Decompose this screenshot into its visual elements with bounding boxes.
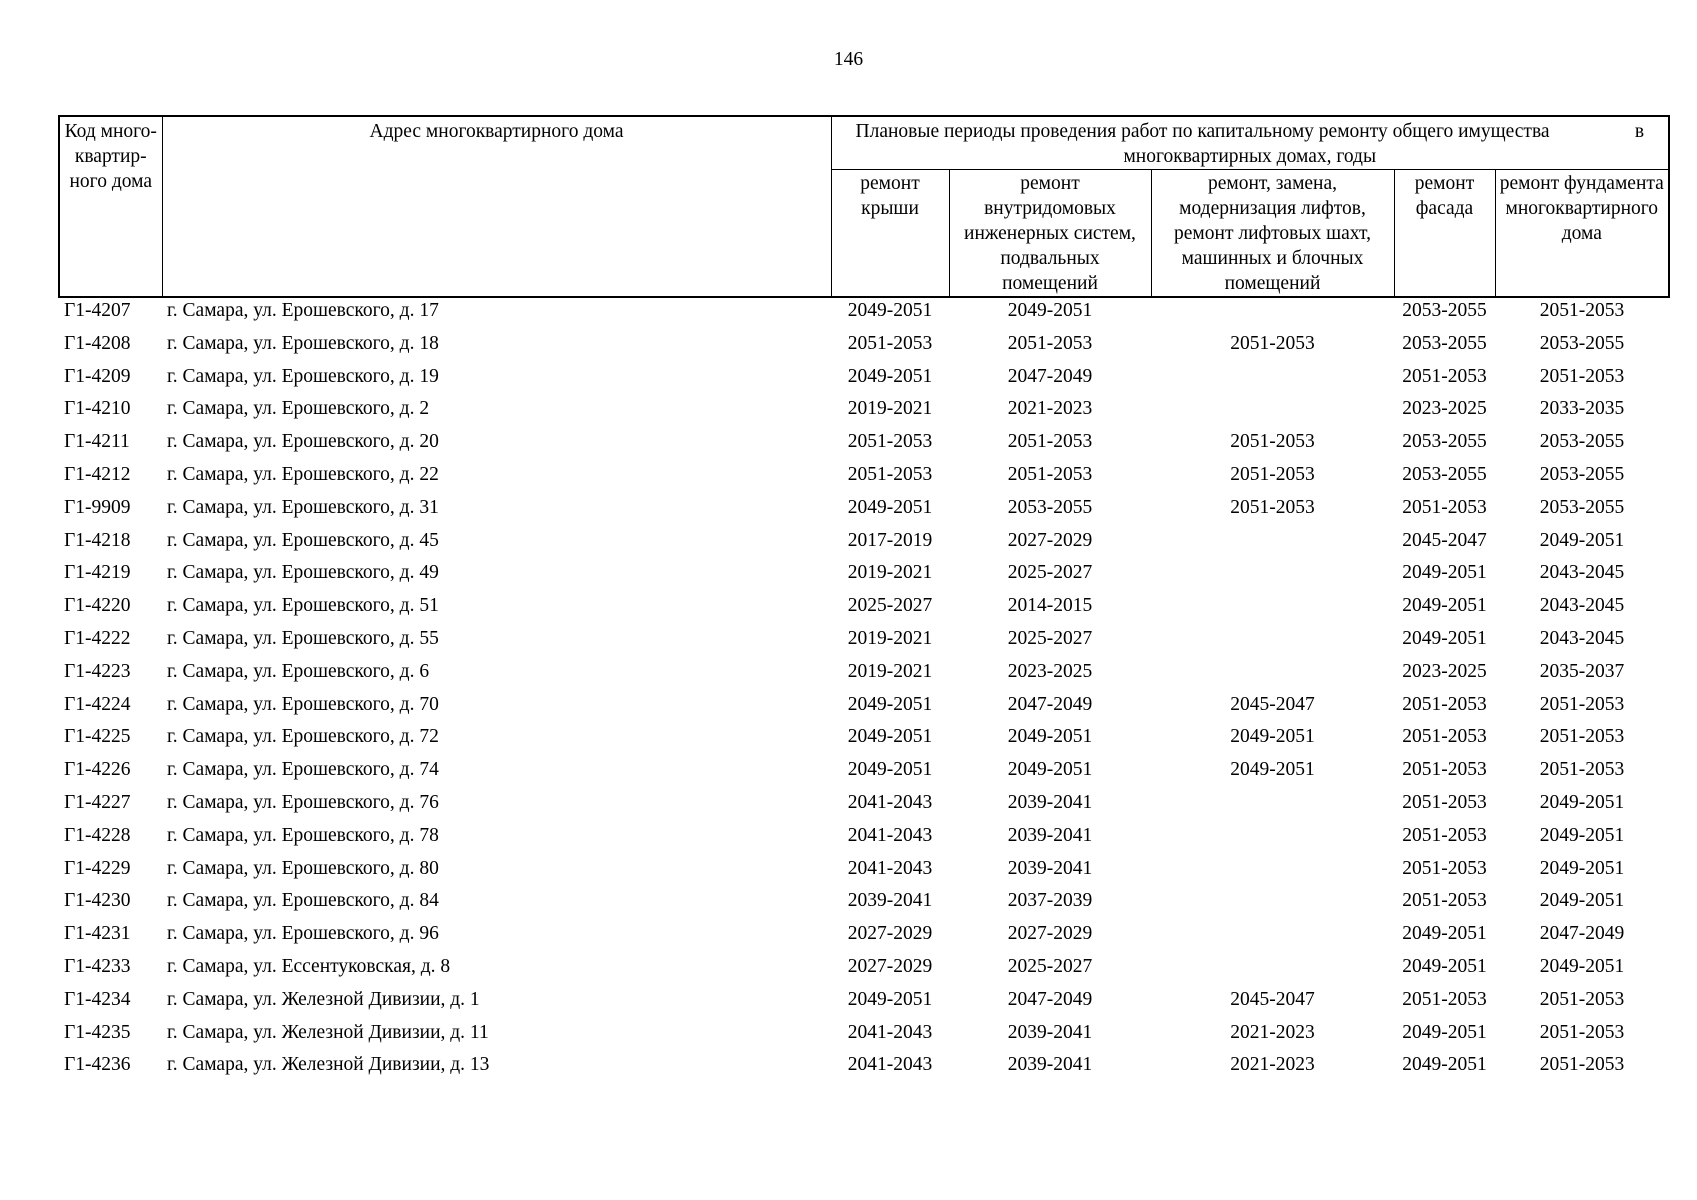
engineering-period: 2053-2055	[1007, 496, 1093, 518]
house-code: Г1-4220	[64, 595, 131, 617]
engineering-period: 2021-2023	[1007, 398, 1093, 420]
elevator-period: 2045-2047	[1230, 693, 1315, 715]
foundation-period: 2043-2045	[1539, 627, 1625, 649]
facade-period: 2023-2025	[1402, 398, 1487, 420]
facade-period: 2053-2055	[1402, 300, 1487, 321]
table-row	[59, 429, 1669, 462]
facade-period: 2049-2051	[1402, 1054, 1487, 1076]
header-address	[162, 116, 831, 297]
house-address: г. Самара, ул. Ерошевского, д. 78	[167, 824, 439, 846]
table-row	[59, 396, 1669, 429]
house-address: г. Самара, ул. Ерошевского, д. 18	[167, 332, 439, 354]
roof-period: 2049-2051	[847, 300, 933, 321]
engineering-period: 2047-2049	[1007, 988, 1093, 1010]
elevator-period: 2021-2023	[1230, 1021, 1315, 1043]
roof-period: 2019-2021	[847, 627, 933, 649]
engineering-period: 2023-2025	[1007, 660, 1093, 682]
engineering-period: 2014-2015	[1007, 595, 1093, 617]
foundation-period: 2043-2045	[1539, 562, 1625, 584]
engineering-period: 2039-2041	[1007, 1054, 1093, 1076]
elevator-period	[1151, 396, 1394, 429]
house-address: г. Самара, ул. Ессентуковская, д. 8	[167, 955, 451, 977]
header-foundation-line: ремонт фундамента	[1499, 173, 1664, 194]
house-code: Г1-4227	[64, 791, 131, 813]
elevator-period	[1151, 888, 1394, 921]
roof-period: 2027-2029	[847, 955, 933, 977]
facade-period: 2051-2053	[1402, 726, 1487, 748]
facade-period: 2051-2053	[1402, 759, 1487, 781]
engineering-period: 2047-2049	[1007, 693, 1093, 715]
house-address: г. Самара, ул. Железной Дивизии, д. 1	[167, 988, 480, 1010]
roof-period: 2019-2021	[847, 562, 933, 584]
elevator-period	[1151, 364, 1394, 397]
table-row	[59, 560, 1669, 593]
foundation-period: 2053-2055	[1539, 332, 1625, 354]
house-address: г. Самара, ул. Ерошевского, д. 74	[167, 759, 439, 781]
elevator-period	[1151, 626, 1394, 659]
table-body	[59, 297, 1669, 1085]
house-code: Г1-4226	[64, 759, 131, 781]
roof-period: 2027-2029	[847, 923, 933, 945]
header-elevators-line: помещений	[1224, 273, 1321, 294]
foundation-period: 2047-2049	[1539, 923, 1625, 945]
table-row	[59, 495, 1669, 528]
house-code: Г1-9909	[64, 496, 131, 518]
engineering-period: 2039-2041	[1007, 1021, 1093, 1043]
foundation-period: 2051-2053	[1539, 1021, 1625, 1043]
engineering-period: 2047-2049	[1007, 365, 1093, 387]
header-facade-line: фасада	[1415, 198, 1474, 219]
foundation-period: 2049-2051	[1539, 529, 1625, 551]
house-code: Г1-4234	[64, 988, 131, 1010]
elevator-period	[1151, 593, 1394, 626]
capital-repair-table	[58, 115, 1670, 1085]
elevator-period	[1151, 659, 1394, 692]
roof-period: 2017-2019	[847, 529, 933, 551]
elevator-period: 2051-2053	[1230, 463, 1315, 485]
roof-period: 2041-2043	[847, 1054, 933, 1076]
table-row	[59, 888, 1669, 921]
elevator-period: 2045-2047	[1230, 988, 1315, 1010]
facade-period: 2051-2053	[1402, 857, 1487, 879]
header-elevators	[1151, 170, 1394, 298]
facade-period: 2045-2047	[1402, 529, 1487, 551]
facade-period: 2051-2053	[1402, 791, 1487, 813]
house-code: Г1-4222	[64, 627, 131, 649]
house-code: Г1-4225	[64, 726, 131, 748]
header-elevators-line: ремонт, замена,	[1207, 173, 1338, 194]
house-code: Г1-4223	[64, 660, 131, 682]
table-row	[59, 724, 1669, 757]
engineering-period: 2051-2053	[1007, 332, 1093, 354]
facade-period: 2049-2051	[1402, 595, 1487, 617]
header-engineering-line: инженерных систем,	[964, 223, 1136, 244]
foundation-period: 2043-2045	[1539, 595, 1625, 617]
roof-period: 2051-2053	[847, 431, 933, 453]
table-row	[59, 757, 1669, 790]
house-code: Г1-4211	[64, 431, 130, 453]
facade-period: 2049-2051	[1402, 1021, 1487, 1043]
header-periods	[831, 116, 1669, 170]
facade-period: 2051-2053	[1402, 890, 1487, 912]
house-code: Г1-4209	[64, 365, 131, 387]
table-row	[59, 823, 1669, 856]
house-address: г. Самара, ул. Ерошевского, д. 31	[167, 496, 439, 518]
roof-period: 2019-2021	[847, 398, 933, 420]
foundation-period: 2051-2053	[1539, 988, 1625, 1010]
elevator-period	[1151, 823, 1394, 856]
facade-period: 2051-2053	[1402, 496, 1487, 518]
house-address: г. Самара, ул. Ерошевского, д. 2	[167, 398, 430, 420]
table-row	[59, 528, 1669, 561]
roof-period: 2025-2027	[847, 595, 933, 617]
header-elevators-line: ремонт лифтовых шахт,	[1174, 223, 1371, 244]
facade-period: 2049-2051	[1402, 955, 1487, 977]
house-address: г. Самара, ул. Ерошевского, д. 72	[167, 726, 439, 748]
engineering-period: 2027-2029	[1007, 529, 1093, 551]
house-address: г. Самара, ул. Ерошевского, д. 45	[167, 529, 439, 551]
roof-period: 2049-2051	[847, 365, 933, 387]
house-code: Г1-4229	[64, 857, 131, 879]
header-engineering-line: ремонт	[1020, 173, 1080, 194]
facade-period: 2051-2053	[1402, 365, 1487, 387]
table-row	[59, 692, 1669, 725]
facade-period: 2049-2051	[1402, 627, 1487, 649]
table-row	[59, 856, 1669, 889]
header-engineering	[949, 170, 1151, 298]
house-code: Г1-4224	[64, 693, 131, 715]
header-engineering-line: помещений	[1002, 273, 1098, 294]
roof-period: 2049-2051	[847, 496, 933, 518]
header-code-line: ного дома	[69, 171, 152, 192]
foundation-period: 2033-2035	[1539, 398, 1625, 420]
header-engineering-line: внутридомовых	[984, 198, 1116, 219]
table-row	[59, 921, 1669, 954]
foundation-period: 2051-2053	[1539, 300, 1625, 321]
house-address: г. Самара, ул. Ерошевского, д. 96	[167, 923, 439, 945]
header-address-label: Адрес многоквартирного дома	[369, 121, 624, 142]
table-row	[59, 364, 1669, 397]
house-code: Г1-4218	[64, 529, 131, 551]
engineering-period: 2025-2027	[1007, 627, 1093, 649]
house-address: г. Самара, ул. Ерошевского, д. 55	[167, 627, 439, 649]
engineering-period: 2037-2039	[1007, 890, 1093, 912]
house-address: г. Самара, ул. Ерошевского, д. 76	[167, 791, 439, 813]
house-code: Г1-4207	[64, 300, 131, 321]
header-periods-line2: многоквартирных домах, годы	[1123, 146, 1377, 167]
house-address: г. Самара, ул. Ерошевского, д. 70	[167, 693, 439, 715]
house-code: Г1-4236	[64, 1054, 131, 1076]
table-row	[59, 1020, 1669, 1053]
roof-period: 2049-2051	[847, 693, 933, 715]
facade-period: 2049-2051	[1402, 562, 1487, 584]
engineering-period: 2049-2051	[1007, 726, 1093, 748]
header-elevators-line: модернизация лифтов,	[1179, 198, 1366, 219]
engineering-period: 2025-2027	[1007, 955, 1093, 977]
table-row	[59, 659, 1669, 692]
elevator-period: 2049-2051	[1230, 759, 1315, 781]
header-code-line: Код много-	[64, 121, 157, 142]
foundation-period: 2049-2051	[1539, 955, 1625, 977]
page-number: 146	[833, 49, 864, 70]
house-address: г. Самара, ул. Ерошевского, д. 19	[167, 365, 439, 387]
roof-period: 2051-2053	[847, 463, 933, 485]
roof-period: 2049-2051	[847, 759, 933, 781]
elevator-period	[1151, 921, 1394, 954]
table-row	[59, 626, 1669, 659]
foundation-period: 2051-2053	[1539, 759, 1625, 781]
roof-period: 2051-2053	[847, 332, 933, 354]
foundation-period: 2051-2053	[1539, 1054, 1625, 1076]
house-address: г. Самара, ул. Ерошевского, д. 17	[167, 300, 439, 321]
engineering-period: 2027-2029	[1007, 923, 1093, 945]
foundation-period: 2049-2051	[1539, 791, 1625, 813]
elevator-period	[1151, 954, 1394, 987]
house-code: Г1-4235	[64, 1021, 131, 1043]
header-periods-text: Плановые периоды проведения работ по капитальному ремонту общего имущества	[855, 121, 1550, 142]
header-periods-end: в	[1634, 121, 1645, 142]
facade-period: 2023-2025	[1402, 660, 1487, 682]
elevator-period: 2051-2053	[1230, 431, 1315, 453]
house-code: Г1-4231	[64, 923, 131, 945]
foundation-period: 2053-2055	[1539, 496, 1625, 518]
header-facade	[1394, 170, 1495, 298]
roof-period: 2019-2021	[847, 660, 933, 682]
roof-period: 2041-2043	[847, 857, 933, 879]
table-row	[59, 790, 1669, 823]
house-code: Г1-4233	[64, 955, 131, 977]
elevator-period: 2051-2053	[1230, 332, 1315, 354]
house-code: Г1-4208	[64, 332, 131, 354]
header-foundation-line: многоквартирного	[1505, 198, 1659, 219]
house-address: г. Самара, ул. Ерошевского, д. 6	[167, 660, 430, 682]
engineering-period: 2039-2041	[1007, 824, 1093, 846]
house-address: г. Самара, ул. Ерошевского, д. 20	[167, 431, 439, 453]
foundation-period: 2053-2055	[1539, 463, 1625, 485]
house-code: Г1-4219	[64, 562, 131, 584]
roof-period: 2049-2051	[847, 726, 933, 748]
roof-period: 2041-2043	[847, 791, 933, 813]
facade-period: 2053-2055	[1402, 332, 1487, 354]
engineering-period: 2039-2041	[1007, 857, 1093, 879]
table-row	[59, 1052, 1669, 1085]
engineering-period: 2049-2051	[1007, 300, 1093, 321]
foundation-period: 2035-2037	[1539, 660, 1625, 682]
elevator-period: 2021-2023	[1230, 1054, 1315, 1076]
table-row	[59, 462, 1669, 495]
engineering-period: 2051-2053	[1007, 431, 1093, 453]
house-code: Г1-4228	[64, 824, 131, 846]
header-roof	[831, 170, 949, 298]
table-row	[59, 593, 1669, 626]
facade-period: 2053-2055	[1402, 463, 1487, 485]
elevator-period	[1151, 297, 1394, 331]
house-code: Г1-4210	[64, 398, 131, 420]
foundation-period: 2049-2051	[1539, 890, 1625, 912]
facade-period: 2053-2055	[1402, 431, 1487, 453]
header-row-top	[59, 116, 1669, 170]
foundation-period: 2051-2053	[1539, 365, 1625, 387]
elevator-period	[1151, 790, 1394, 823]
house-address: г. Самара, ул. Ерошевского, д. 51	[167, 595, 439, 617]
header-code	[59, 116, 162, 297]
header-roof-line: ремонт	[860, 173, 920, 194]
elevator-period	[1151, 560, 1394, 593]
elevator-period	[1151, 856, 1394, 889]
house-address: г. Самара, ул. Ерошевского, д. 84	[167, 890, 439, 912]
house-address: г. Самара, ул. Железной Дивизии, д. 13	[167, 1054, 490, 1076]
header-engineering-line: подвальных	[1000, 248, 1100, 269]
foundation-period: 2049-2051	[1539, 824, 1625, 846]
facade-period: 2051-2053	[1402, 824, 1487, 846]
header-elevators-line: машинных и блочных	[1181, 248, 1364, 269]
roof-period: 2039-2041	[847, 890, 933, 912]
elevator-period	[1151, 528, 1394, 561]
header-foundation	[1495, 170, 1669, 298]
header-roof-line: крыши	[861, 198, 919, 219]
elevator-period: 2049-2051	[1230, 726, 1315, 748]
header-foundation-line: дома	[1561, 223, 1602, 244]
foundation-period: 2051-2053	[1539, 693, 1625, 715]
house-address: г. Самара, ул. Железной Дивизии, д. 11	[167, 1021, 489, 1043]
engineering-period: 2049-2051	[1007, 759, 1093, 781]
table-row	[59, 954, 1669, 987]
engineering-period: 2039-2041	[1007, 791, 1093, 813]
engineering-period: 2051-2053	[1007, 463, 1093, 485]
header-periods-line1	[834, 119, 1667, 144]
house-code: Г1-4212	[64, 463, 131, 485]
foundation-period: 2053-2055	[1539, 431, 1625, 453]
foundation-period: 2051-2053	[1539, 726, 1625, 748]
table-row	[59, 331, 1669, 364]
roof-period: 2049-2051	[847, 988, 933, 1010]
facade-period: 2049-2051	[1402, 923, 1487, 945]
roof-period: 2041-2043	[847, 1021, 933, 1043]
house-address: г. Самара, ул. Ерошевского, д. 80	[167, 857, 439, 879]
table-header	[59, 116, 1669, 297]
house-address: г. Самара, ул. Ерошевского, д. 22	[167, 463, 439, 485]
house-address: г. Самара, ул. Ерошевского, д. 49	[167, 562, 439, 584]
header-facade-line: ремонт	[1414, 173, 1475, 194]
foundation-period: 2049-2051	[1539, 857, 1625, 879]
facade-period: 2051-2053	[1402, 693, 1487, 715]
roof-period: 2041-2043	[847, 824, 933, 846]
table-row	[59, 987, 1669, 1020]
header-code-line: квартир-	[74, 146, 147, 167]
facade-period: 2051-2053	[1402, 988, 1487, 1010]
elevator-period: 2051-2053	[1230, 496, 1315, 518]
table-row	[59, 297, 1669, 331]
house-code: Г1-4230	[64, 890, 131, 912]
engineering-period: 2025-2027	[1007, 562, 1093, 584]
